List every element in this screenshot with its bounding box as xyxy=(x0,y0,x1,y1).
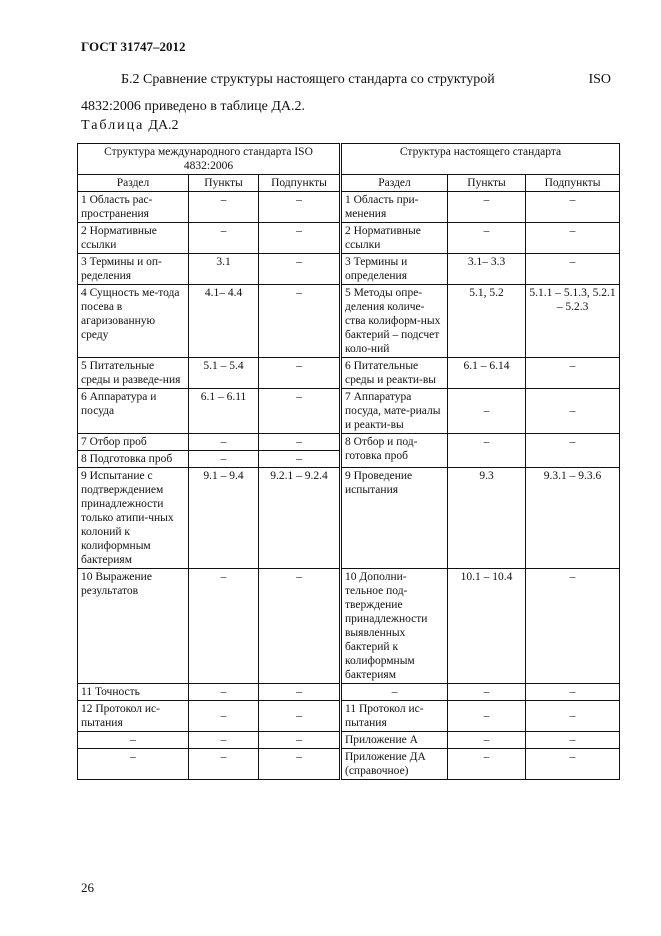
cell-clauses: – xyxy=(189,569,259,684)
group-header-international: Структура международного стандарта ISO 4832:2006 xyxy=(78,144,341,175)
cell-clauses: 4.1– 4.4 xyxy=(189,285,259,358)
cell-subclauses: – xyxy=(259,358,341,389)
page-number: 26 xyxy=(81,880,94,895)
table-row xyxy=(78,358,620,389)
cell-subclauses-merged: – xyxy=(526,434,620,468)
cell-clauses-merged: – xyxy=(448,434,526,468)
col-header: Подпункты xyxy=(259,175,341,192)
cell-section: 3 Термины и определения xyxy=(341,254,448,285)
table-row xyxy=(78,732,620,749)
table-row xyxy=(78,434,620,451)
cell-section: 5 Питательные среды и разведе-ния xyxy=(78,358,189,389)
table-row xyxy=(78,223,620,254)
cell-section: 10 Выражение результатов xyxy=(78,569,189,684)
table-row xyxy=(78,684,620,701)
cell-subclauses: – xyxy=(259,569,341,684)
cell-subclauses: – xyxy=(526,254,620,285)
intro-iso: ISO xyxy=(588,72,611,87)
cell-section: 7 Отбор проб xyxy=(78,434,189,451)
cell-clauses: 9.1 – 9.4 xyxy=(189,468,259,569)
cell-section: 11 Точность xyxy=(78,684,189,701)
table-caption xyxy=(81,118,179,134)
cell-section: 9 Испытание с подтверждением принадлежности только атипи-чных колоний к колиформным бактериям xyxy=(78,468,189,569)
cell-section: 6 Питательные среды и реакти-вы xyxy=(341,358,448,389)
col-header: Подпункты xyxy=(526,175,620,192)
cell-clauses: 6.1 – 6.11 xyxy=(189,389,259,434)
cell-section: 12 Протокол ис-пытания xyxy=(78,701,189,732)
cell-subclauses: – xyxy=(526,684,620,701)
table-row xyxy=(78,254,620,285)
cell-clauses: – xyxy=(448,732,526,749)
cell-clauses: 10.1 – 10.4 xyxy=(448,569,526,684)
cell-subclauses: – xyxy=(526,192,620,223)
cell-subclauses: 9.2.1 – 9.2.4 xyxy=(259,468,341,569)
table-group-header-row xyxy=(78,144,620,175)
table-column-header-row xyxy=(78,175,620,192)
caption-word: Таблица xyxy=(81,118,145,133)
intro-paragraph xyxy=(81,66,611,120)
cell-clauses: – xyxy=(448,684,526,701)
cell-subclauses: – xyxy=(259,701,341,732)
comparison-table xyxy=(77,143,620,780)
cell-section: 8 Подготовка проб xyxy=(78,451,189,468)
cell-section: 9 Проведение испытания xyxy=(341,468,448,569)
cell-section-merged: 8 Отбор и под-готовка проб xyxy=(341,434,448,468)
cell-subclauses: 9.3.1 – 9.3.6 xyxy=(526,468,620,569)
cell-subclauses: – xyxy=(526,732,620,749)
cell-subclauses: – xyxy=(526,749,620,780)
col-header: Раздел xyxy=(341,175,448,192)
cell-clauses: – xyxy=(189,684,259,701)
cell-section: 10 Дополни-тельное под-тверждение принадлежности выявленных бактерий к колиформным бактериям xyxy=(341,569,448,684)
caption-number: ДА.2 xyxy=(148,118,179,133)
cell-subclauses: – xyxy=(526,223,620,254)
cell-subclauses: – xyxy=(526,701,620,732)
cell-clauses: 3.1– 3.3 xyxy=(448,254,526,285)
cell-subclauses: – xyxy=(259,254,341,285)
cell-subclauses: – xyxy=(259,684,341,701)
table-row xyxy=(78,468,620,569)
cell-clauses: – xyxy=(448,701,526,732)
cell-section: 1 Область при-менения xyxy=(341,192,448,223)
cell-subclauses: – xyxy=(259,434,341,451)
cell-section: 3 Термины и оп-ределения xyxy=(78,254,189,285)
cell-section: 6 Аппаратура и посуда xyxy=(78,389,189,434)
col-header: Пункты xyxy=(189,175,259,192)
table-row xyxy=(78,701,620,732)
cell-clauses: – xyxy=(448,749,526,780)
cell-section: Приложение ДА (справочное) xyxy=(341,749,448,780)
cell-section: 11 Протокол ис-пытания xyxy=(341,701,448,732)
cell-clauses: – xyxy=(448,389,526,434)
cell-subclauses: – xyxy=(526,358,620,389)
cell-clauses: – xyxy=(189,732,259,749)
cell-subclauses: 5.1.1 – 5.1.3, 5.2.1 – 5.2.3 xyxy=(526,285,620,358)
cell-section: – xyxy=(341,684,448,701)
cell-clauses: – xyxy=(189,192,259,223)
cell-clauses: 5.1 – 5.4 xyxy=(189,358,259,389)
table-row xyxy=(78,285,620,358)
cell-subclauses: – xyxy=(526,389,620,434)
cell-clauses: – xyxy=(189,223,259,254)
intro-line-1: Б.2 Сравнение структуры настоящего стандарта со структурой xyxy=(121,72,495,87)
table-row xyxy=(78,192,620,223)
col-header: Пункты xyxy=(448,175,526,192)
cell-clauses: – xyxy=(448,192,526,223)
cell-section: 5 Методы опре-деления количе-ства колиформ-ных бактерий – подсчет коло-ний xyxy=(341,285,448,358)
cell-clauses: – xyxy=(189,434,259,451)
cell-subclauses: – xyxy=(259,223,341,254)
cell-section: 7 Аппаратура посуда, мате-риалы и реакти-вы xyxy=(341,389,448,434)
table-row xyxy=(78,569,620,684)
cell-subclauses: – xyxy=(526,569,620,684)
cell-clauses: 6.1 – 6.14 xyxy=(448,358,526,389)
cell-clauses: 5.1, 5.2 xyxy=(448,285,526,358)
intro-line-2: 4832:2006 приведено в таблице ДА.2. xyxy=(81,99,305,114)
group-header-national: Структура настоящего стандарта xyxy=(341,144,620,175)
cell-section: 1 Область рас-пространения xyxy=(78,192,189,223)
table-row xyxy=(78,389,620,434)
cell-section: 4 Сущность ме-тода посева в агаризованную среду xyxy=(78,285,189,358)
cell-subclauses: – xyxy=(259,285,341,358)
cell-subclauses: – xyxy=(259,389,341,434)
cell-clauses: 9.3 xyxy=(448,468,526,569)
cell-clauses: – xyxy=(189,451,259,468)
cell-subclauses: – xyxy=(259,451,341,468)
table-row xyxy=(78,749,620,780)
cell-clauses: – xyxy=(448,223,526,254)
cell-subclauses: – xyxy=(259,192,341,223)
cell-subclauses: – xyxy=(259,749,341,780)
cell-clauses: 3.1 xyxy=(189,254,259,285)
cell-clauses: – xyxy=(189,749,259,780)
cell-clauses: – xyxy=(189,701,259,732)
cell-section: 2 Нормативные ссылки xyxy=(78,223,189,254)
document-header: ГОСТ 31747–2012 xyxy=(81,39,186,54)
col-header: Раздел xyxy=(78,175,189,192)
cell-section: – xyxy=(78,732,189,749)
cell-section: 2 Нормативные ссылки xyxy=(341,223,448,254)
cell-section: – xyxy=(78,749,189,780)
cell-section: Приложение А xyxy=(341,732,448,749)
cell-subclauses: – xyxy=(259,732,341,749)
